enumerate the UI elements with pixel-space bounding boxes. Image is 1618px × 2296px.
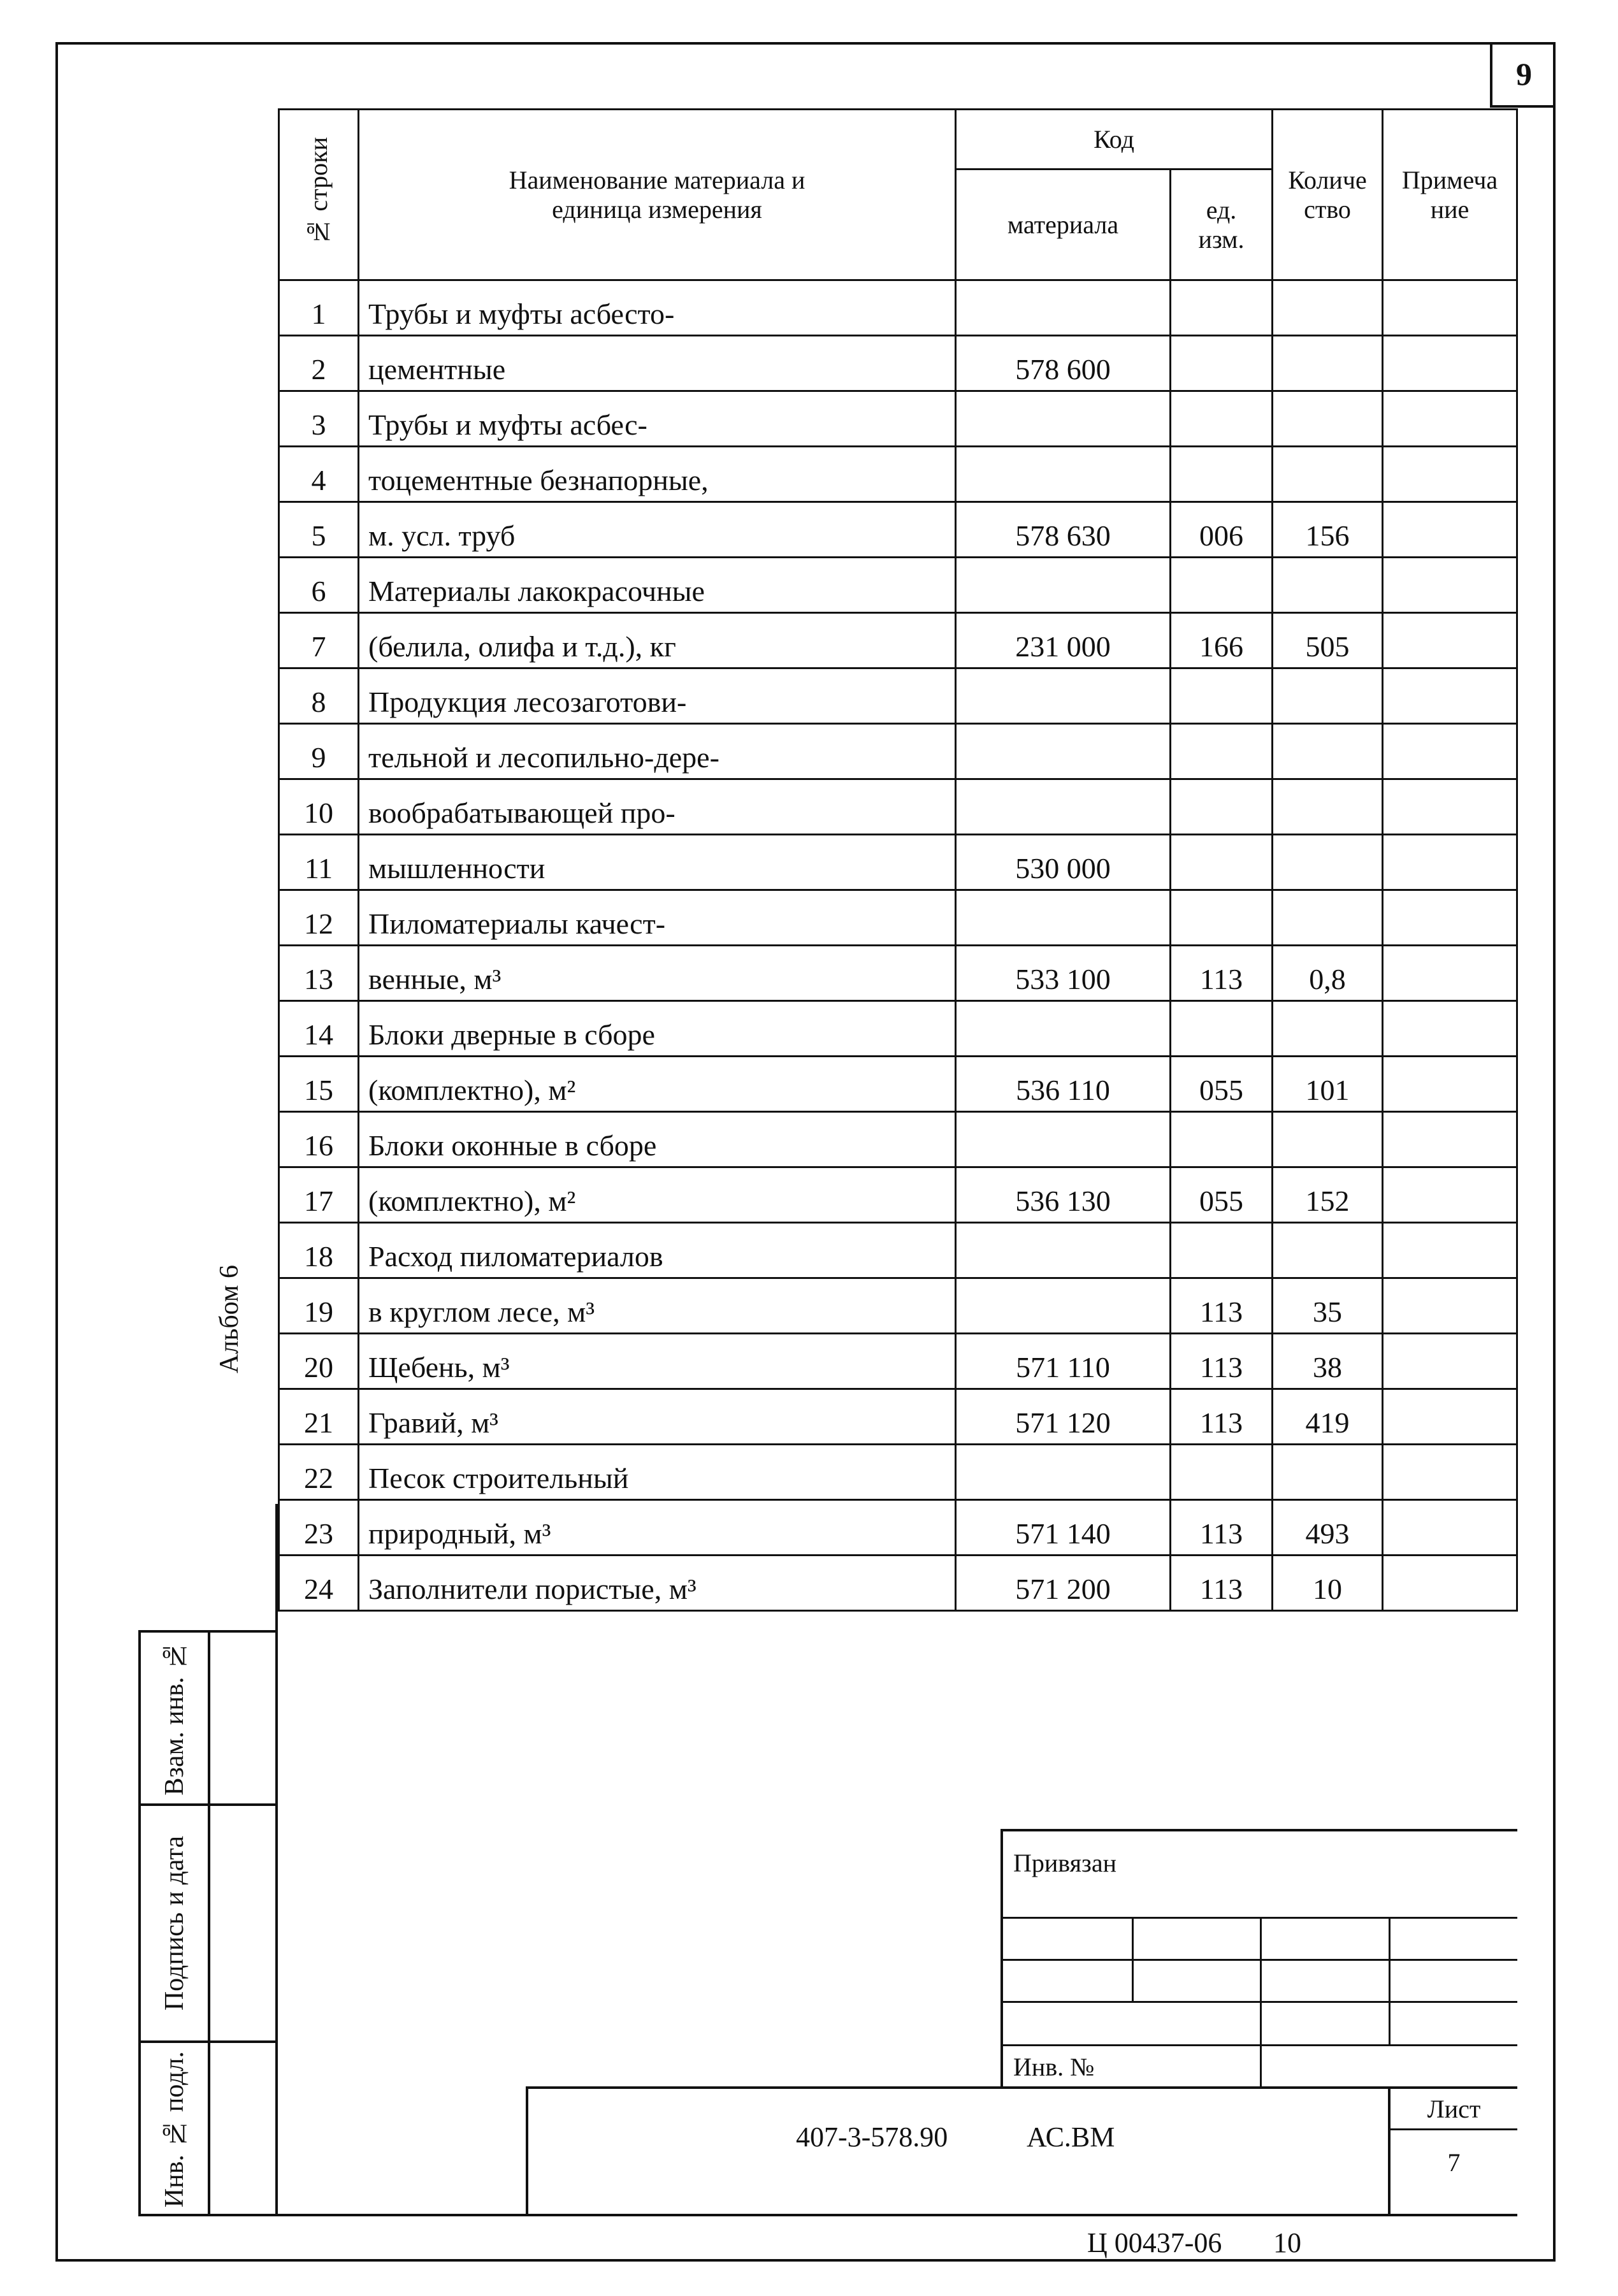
material-code-cell <box>956 724 1171 779</box>
unit-code-cell <box>1171 447 1273 502</box>
material-name-cell: Заполнители пористые, м³ <box>359 1556 956 1611</box>
material-code-cell: 578 630 <box>956 502 1171 558</box>
note-cell <box>1383 1112 1517 1167</box>
quantity-cell: 493 <box>1273 1500 1383 1556</box>
quantity-cell <box>1273 835 1383 890</box>
table-row <box>279 1556 1517 1611</box>
side-stamp <box>138 1630 278 2216</box>
table-row <box>279 391 1517 447</box>
row-number-cell: 20 <box>279 1334 359 1389</box>
material-name-cell: Блоки дверные в сборе <box>359 1001 956 1057</box>
material-code-cell <box>956 1001 1171 1057</box>
unit-code-cell: 113 <box>1171 946 1273 1001</box>
privyazan-vline-1 <box>1132 1917 1134 2002</box>
quantity-cell: 152 <box>1273 1167 1383 1223</box>
inv-no-label: Инв. № <box>1013 2053 1095 2081</box>
material-code-cell: 533 100 <box>956 946 1171 1001</box>
material-code-cell <box>956 890 1171 946</box>
unit-code-cell <box>1171 1445 1273 1500</box>
material-code-cell: 536 110 <box>956 1057 1171 1112</box>
row-number-cell: 7 <box>279 613 359 668</box>
material-name-cell: венные, м³ <box>359 946 956 1001</box>
vzam-inv-label: Взам. инв. № <box>159 1640 189 1796</box>
row-number-cell: 21 <box>279 1389 359 1445</box>
table-row <box>279 1167 1517 1223</box>
quantity-cell <box>1273 1223 1383 1278</box>
note-cell <box>1383 280 1517 336</box>
material-name-cell: вообрабатывающей про- <box>359 779 956 835</box>
note-cell <box>1383 1556 1517 1611</box>
row-number-cell: 3 <box>279 391 359 447</box>
quantity-cell <box>1273 447 1383 502</box>
note-cell <box>1383 1057 1517 1112</box>
side-stamp-divider <box>208 1633 210 2214</box>
quantity-cell: 419 <box>1273 1389 1383 1445</box>
quantity-cell <box>1273 1112 1383 1167</box>
note-cell <box>1383 1334 1517 1389</box>
privyazan-block <box>1000 1829 1517 2089</box>
quantity-cell: 10 <box>1273 1556 1383 1611</box>
material-name-cell: Продукция лесозаготови- <box>359 668 956 724</box>
table-row <box>279 946 1517 1001</box>
quantity-cell <box>1273 890 1383 946</box>
note-cell <box>1383 336 1517 391</box>
quantity-cell: 35 <box>1273 1278 1383 1334</box>
material-code-cell: 231 000 <box>956 613 1171 668</box>
material-name-cell: природный, м³ <box>359 1500 956 1556</box>
note-cell <box>1383 1223 1517 1278</box>
table-row <box>279 613 1517 668</box>
note-cell <box>1383 447 1517 502</box>
unit-code-cell: 166 <box>1171 613 1273 668</box>
material-code-cell: 578 600 <box>956 336 1171 391</box>
header-name: Наименование материала и единица измерения <box>359 110 956 280</box>
row-number-cell: 5 <box>279 502 359 558</box>
quantity-cell <box>1273 280 1383 336</box>
table-row <box>279 336 1517 391</box>
row-number-cell: 4 <box>279 447 359 502</box>
note-cell <box>1383 668 1517 724</box>
material-name-cell: цементные <box>359 336 956 391</box>
row-number-cell: 10 <box>279 779 359 835</box>
unit-code-cell: 113 <box>1171 1278 1273 1334</box>
album-label: Альбом 6 <box>215 1264 244 1374</box>
row-number-cell: 9 <box>279 724 359 779</box>
row-number-cell: 6 <box>279 558 359 613</box>
material-name-cell: мышленности <box>359 835 956 890</box>
table-row <box>279 1389 1517 1445</box>
material-code-cell <box>956 1278 1171 1334</box>
material-name-cell: Песок строительный <box>359 1445 956 1500</box>
row-number-cell: 1 <box>279 280 359 336</box>
material-code-cell <box>956 447 1171 502</box>
material-code-cell: 571 140 <box>956 1500 1171 1556</box>
table-row <box>279 1278 1517 1334</box>
unit-code-cell: 055 <box>1171 1167 1273 1223</box>
unit-code-cell <box>1171 558 1273 613</box>
table-row <box>279 280 1517 336</box>
footer-code: Ц 00437-06 <box>1087 2227 1222 2258</box>
unit-code-cell <box>1171 1001 1273 1057</box>
material-name-cell: в круглом лесе, м³ <box>359 1278 956 1334</box>
table-row <box>279 1500 1517 1556</box>
note-cell <box>1383 779 1517 835</box>
material-name-cell: Расход пиломатериалов <box>359 1223 956 1278</box>
header-material-code: материала <box>956 170 1171 280</box>
unit-code-cell: 113 <box>1171 1500 1273 1556</box>
material-name-cell: Гравий, м³ <box>359 1389 956 1445</box>
quantity-cell <box>1273 336 1383 391</box>
table-row <box>279 1445 1517 1500</box>
material-name-cell: Блоки оконные в сборе <box>359 1112 956 1167</box>
row-number-cell: 13 <box>279 946 359 1001</box>
row-number-cell: 18 <box>279 1223 359 1278</box>
unit-code-cell <box>1171 890 1273 946</box>
row-number-cell: 19 <box>279 1278 359 1334</box>
table-row <box>279 1223 1517 1278</box>
unit-code-cell <box>1171 336 1273 391</box>
table-row <box>279 890 1517 946</box>
quantity-cell <box>1273 668 1383 724</box>
note-cell <box>1383 1001 1517 1057</box>
note-cell <box>1383 558 1517 613</box>
note-cell <box>1383 724 1517 779</box>
quantity-cell <box>1273 558 1383 613</box>
note-cell <box>1383 391 1517 447</box>
header-unit-code: ед. изм. <box>1171 170 1273 280</box>
table-row <box>279 724 1517 779</box>
privyazan-vline-3 <box>1389 1917 1390 2044</box>
unit-code-cell: 006 <box>1171 502 1273 558</box>
header-row-no: № строки <box>279 110 359 280</box>
quantity-cell: 101 <box>1273 1057 1383 1112</box>
unit-code-cell <box>1171 280 1273 336</box>
table-row <box>279 779 1517 835</box>
material-code-cell <box>956 280 1171 336</box>
note-cell <box>1383 890 1517 946</box>
row-number-cell: 22 <box>279 1445 359 1500</box>
material-name-cell: тоцементные безнапорные, <box>359 447 956 502</box>
material-name-cell: Трубы и муфты асбес- <box>359 391 956 447</box>
header-quantity: Количество <box>1273 110 1383 280</box>
material-name-cell: Материалы лакокрасочные <box>359 558 956 613</box>
table-row <box>279 1001 1517 1057</box>
row-number-cell: 11 <box>279 835 359 890</box>
note-cell <box>1383 1278 1517 1334</box>
unit-code-cell <box>1171 1223 1273 1278</box>
material-name-cell: (комплектно), м² <box>359 1057 956 1112</box>
material-code-cell: 530 000 <box>956 835 1171 890</box>
unit-code-cell <box>1171 668 1273 724</box>
note-cell <box>1383 946 1517 1001</box>
row-number-cell: 16 <box>279 1112 359 1167</box>
material-code-cell: 536 130 <box>956 1167 1171 1223</box>
material-name-cell: Пиломатериалы качест- <box>359 890 956 946</box>
sheet-label: Лист <box>1427 2095 1481 2123</box>
material-code-cell: 571 120 <box>956 1389 1171 1445</box>
quantity-cell <box>1273 724 1383 779</box>
page-number: 9 <box>1490 42 1556 108</box>
row-number-cell: 2 <box>279 336 359 391</box>
quantity-cell: 0,8 <box>1273 946 1383 1001</box>
doc-mark: АС.ВМ <box>1027 2121 1115 2153</box>
material-name-cell: м. усл. труб <box>359 502 956 558</box>
sheet-number: 7 <box>1447 2148 1461 2177</box>
note-cell <box>1383 1500 1517 1556</box>
unit-code-cell <box>1171 779 1273 835</box>
unit-code-cell: 113 <box>1171 1334 1273 1389</box>
row-number-cell: 8 <box>279 668 359 724</box>
table-body <box>279 280 1517 1611</box>
table-row <box>279 558 1517 613</box>
row-number-cell: 23 <box>279 1500 359 1556</box>
material-code-cell <box>956 558 1171 613</box>
quantity-cell <box>1273 1001 1383 1057</box>
unit-code-cell: 113 <box>1171 1389 1273 1445</box>
material-name-cell: Щебень, м³ <box>359 1334 956 1389</box>
row-number-cell: 12 <box>279 890 359 946</box>
material-code-cell: 571 200 <box>956 1556 1171 1611</box>
row-number-cell: 17 <box>279 1167 359 1223</box>
table-row <box>279 447 1517 502</box>
unit-code-cell <box>1171 391 1273 447</box>
material-code-cell <box>956 391 1171 447</box>
note-cell <box>1383 1167 1517 1223</box>
material-code-cell <box>956 779 1171 835</box>
privyazan-label: Привязан <box>1013 1849 1117 1877</box>
table-row <box>279 502 1517 558</box>
podpis-data-label: Подпись и дата <box>159 1835 189 2011</box>
unit-code-cell <box>1171 1112 1273 1167</box>
quantity-cell <box>1273 779 1383 835</box>
quantity-cell <box>1273 391 1383 447</box>
table-row <box>279 668 1517 724</box>
quantity-cell <box>1273 1445 1383 1500</box>
material-name-cell: (комплектно), м² <box>359 1167 956 1223</box>
material-code-cell <box>956 668 1171 724</box>
note-cell <box>1383 1445 1517 1500</box>
inv-podl-label: Инв. № подл. <box>159 2051 189 2208</box>
note-cell <box>1383 1389 1517 1445</box>
note-cell <box>1383 502 1517 558</box>
footer-page: 10 <box>1273 2227 1301 2258</box>
unit-code-cell: 055 <box>1171 1057 1273 1112</box>
table-row <box>279 835 1517 890</box>
materials-table <box>278 108 1518 1612</box>
material-name-cell: (белила, олифа и т.д.), кг <box>359 613 956 668</box>
sheet-rule <box>1388 2128 1517 2130</box>
note-cell <box>1383 613 1517 668</box>
material-name-cell: Трубы и муфты асбесто- <box>359 280 956 336</box>
doc-code: 407-3-578.90 <box>796 2121 948 2153</box>
quantity-cell: 156 <box>1273 502 1383 558</box>
material-code-cell <box>956 1112 1171 1167</box>
material-name-cell: тельной и лесопильно-дере- <box>359 724 956 779</box>
table-row <box>279 1112 1517 1167</box>
row-number-cell: 15 <box>279 1057 359 1112</box>
unit-code-cell: 113 <box>1171 1556 1273 1611</box>
row-number-cell: 14 <box>279 1001 359 1057</box>
material-code-cell <box>956 1223 1171 1278</box>
material-code-cell <box>956 1445 1171 1500</box>
header-code: Код <box>956 110 1273 170</box>
note-cell <box>1383 835 1517 890</box>
material-code-cell: 571 110 <box>956 1334 1171 1389</box>
table-row <box>279 1334 1517 1389</box>
unit-code-cell <box>1171 724 1273 779</box>
row-number-cell: 24 <box>279 1556 359 1611</box>
unit-code-cell <box>1171 835 1273 890</box>
quantity-cell: 38 <box>1273 1334 1383 1389</box>
quantity-cell: 505 <box>1273 613 1383 668</box>
title-block <box>526 2086 1517 2216</box>
privyazan-vline-2 <box>1260 1917 1262 2089</box>
table-row <box>279 1057 1517 1112</box>
header-note: Примечание <box>1383 110 1517 280</box>
